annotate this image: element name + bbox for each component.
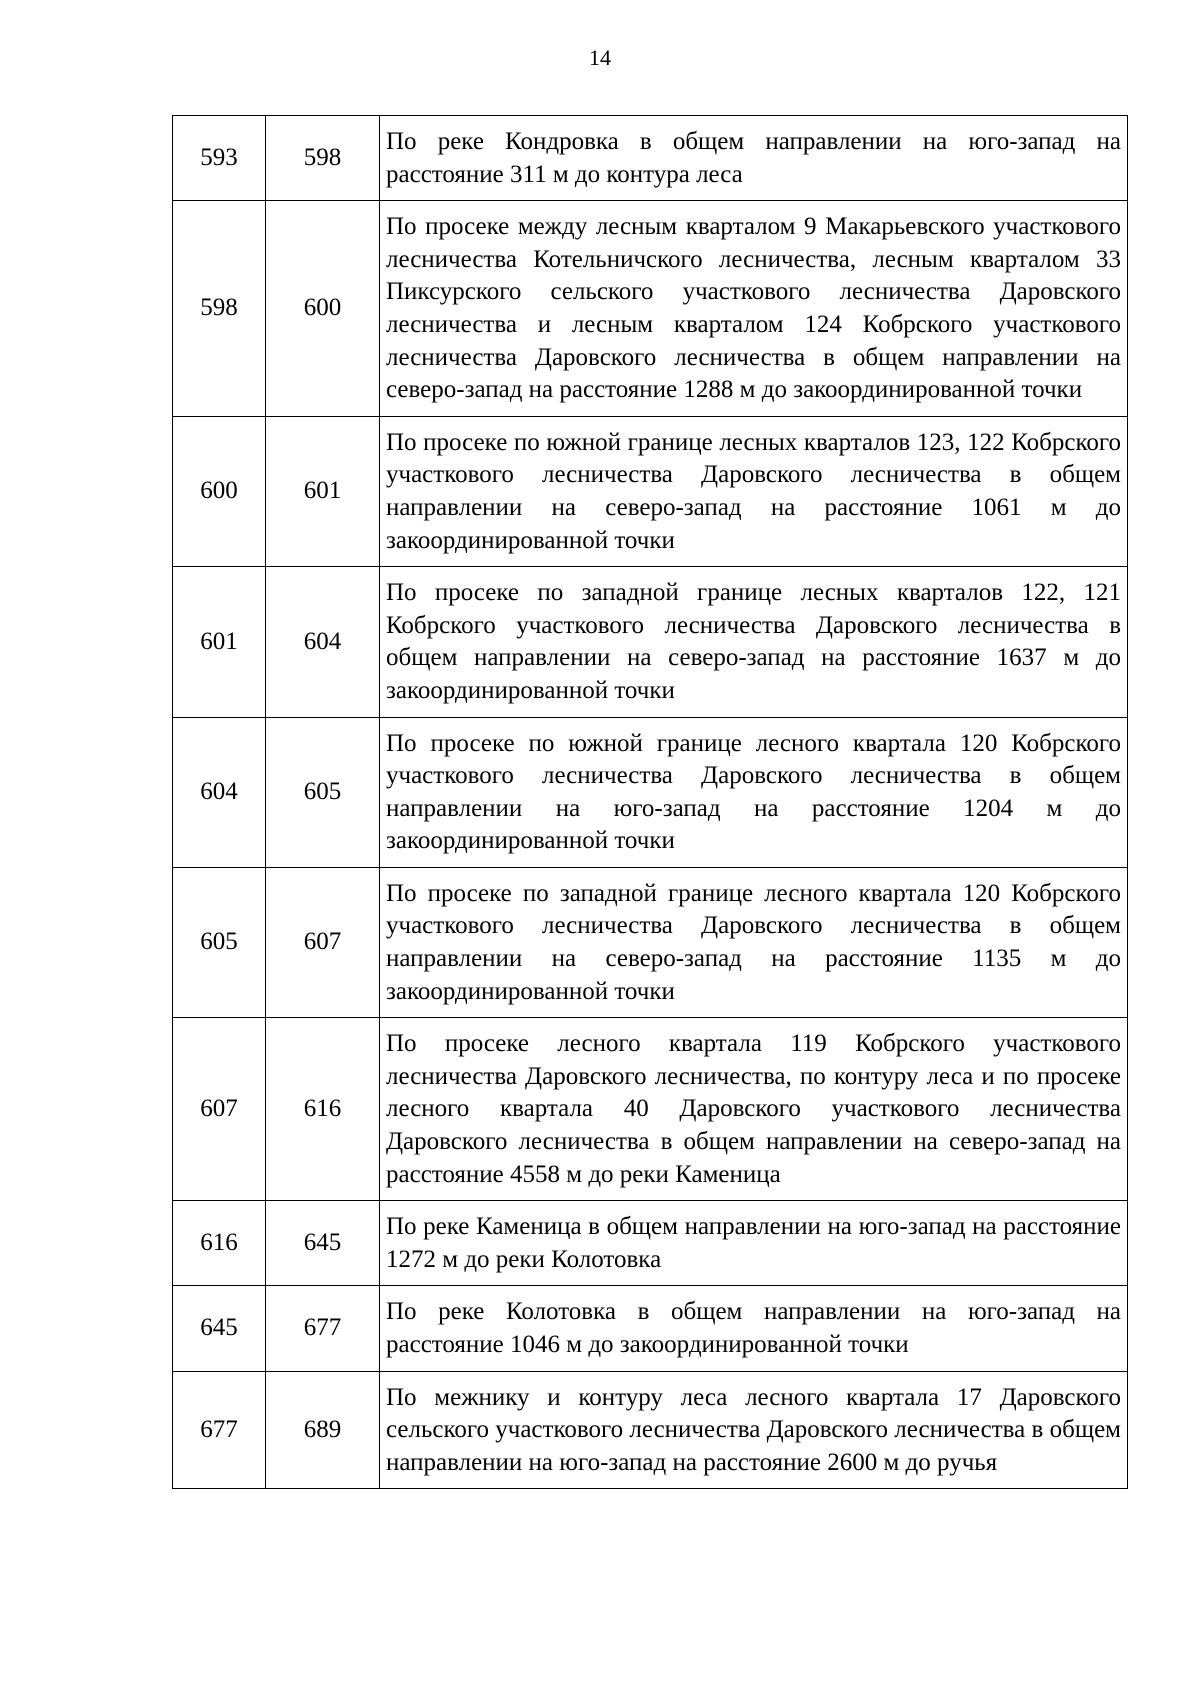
from-point-cell: 645 (173, 1286, 266, 1371)
boundary-table (172, 115, 1128, 1489)
to-point-cell: 645 (266, 1201, 380, 1286)
boundary-description-cell: По просеке лесного квартала 119 Кобрского участкового лесничества Даровского лесничества, по контуру леса и по просеке лесного квартала 40 Даровского участкового лесничества Даровского лесничества в общем направлении на северо-запад на расстояние 4558 м до реки Каменица (380, 1018, 1128, 1201)
to-point-cell: 607 (266, 867, 380, 1017)
from-point-cell: 605 (173, 867, 266, 1017)
to-point-cell: 677 (266, 1286, 380, 1371)
boundary-description-cell: По просеке между лесным кварталом 9 Макарьевского участкового лесничества Котельничского лесничества, лесным кварталом 33 Пиксурского сельского участкового лесничества Даровского лесничества и лесным кварталом 124 Кобрского участкового лесничества Даровского лесничества в общем направлении на северо-запад на расстояние 1288 м до закоординированной точки (380, 201, 1128, 417)
table-row (173, 1018, 1128, 1201)
to-point-cell: 604 (266, 567, 380, 717)
boundary-description-cell: По просеке по западной границе лесных кварталов 122, 121 Кобрского участкового лесничества Даровского лесничества в общем направлении на северо-запад на расстояние 1637 м до закоординированной точки (380, 567, 1128, 717)
boundary-description-cell: По межнику и контуру леса лесного квартала 17 Даровского сельского участкового лесничества Даровского лесничества в общем направлении на юго-запад на расстояние 2600 м до ручья (380, 1371, 1128, 1489)
table-row (173, 717, 1128, 867)
table-row (173, 416, 1128, 566)
to-point-cell: 600 (266, 201, 380, 417)
to-point-cell: 601 (266, 416, 380, 566)
from-point-cell: 604 (173, 717, 266, 867)
from-point-cell: 607 (173, 1018, 266, 1201)
table-row (173, 1201, 1128, 1286)
page-number: 14 (589, 45, 611, 70)
table-row (173, 567, 1128, 717)
boundary-description-cell: По реке Кондровка в общем направлении на юго-запад на расстояние 311 м до контура леса (380, 116, 1128, 201)
to-point-cell: 605 (266, 717, 380, 867)
table-row (173, 867, 1128, 1017)
table-row (173, 1286, 1128, 1371)
from-point-cell: 616 (173, 1201, 266, 1286)
from-point-cell: 600 (173, 416, 266, 566)
from-point-cell: 598 (173, 201, 266, 417)
to-point-cell: 616 (266, 1018, 380, 1201)
table-row (173, 116, 1128, 201)
boundary-description-cell: По просеке по южной границе лесных кварталов 123, 122 Кобрского участкового лесничества Даровского лесничества в общем направлении на северо-запад на расстояние 1061 м до закоординированной точки (380, 416, 1128, 566)
boundary-description-cell: По реке Каменица в общем направлении на юго-запад на расстояние 1272 м до реки Колотовка (380, 1201, 1128, 1286)
table-row (173, 201, 1128, 417)
from-point-cell: 677 (173, 1371, 266, 1489)
to-point-cell: 598 (266, 116, 380, 201)
boundary-description-cell: По реке Колотовка в общем направлении на юго-запад на расстояние 1046 м до закоординированной точки (380, 1286, 1128, 1371)
from-point-cell: 601 (173, 567, 266, 717)
from-point-cell: 593 (173, 116, 266, 201)
boundary-description-cell: По просеке по западной границе лесного квартала 120 Кобрского участкового лесничества Даровского лесничества в общем направлении на северо-запад на расстояние 1135 м до закоординированной точки (380, 867, 1128, 1017)
to-point-cell: 689 (266, 1371, 380, 1489)
table-row (173, 1371, 1128, 1489)
boundary-description-cell: По просеке по южной границе лесного квартала 120 Кобрского участкового лесничества Даровского лесничества в общем направлении на юго-запад на расстояние 1204 м до закоординированной точки (380, 717, 1128, 867)
